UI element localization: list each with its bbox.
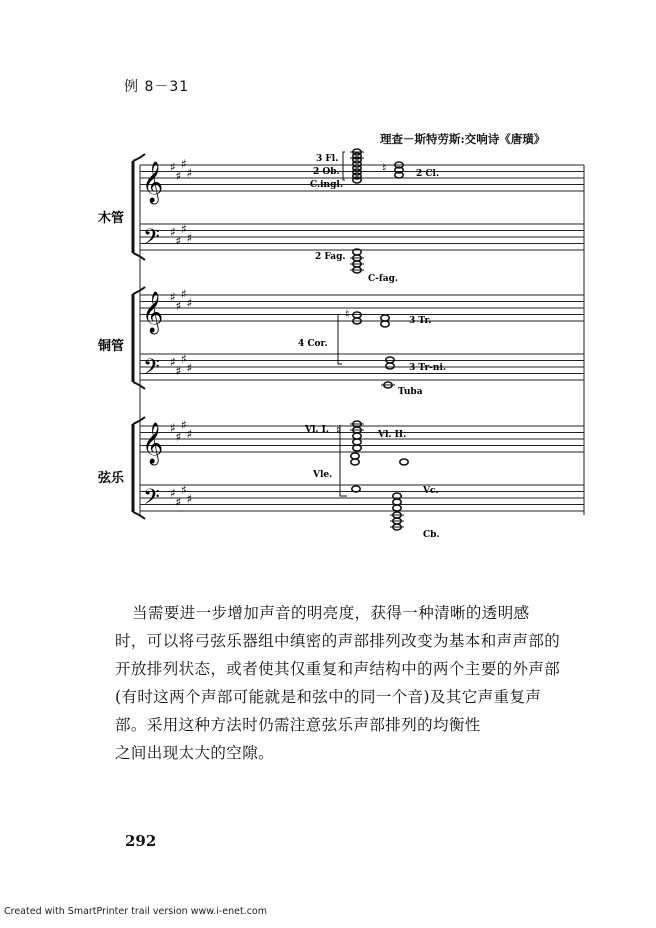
label-contrabassoon: C-fag. [368,274,399,284]
body-text-line: 部。采用这种方法时仍需注意弦乐声部排列的均衡性 [115,716,481,734]
sharp-icon: ♯ [175,299,182,313]
bass-clef-icon: 𝄢 [143,485,160,515]
key-signatures [170,157,192,509]
label-tuba: Tuba [398,387,423,397]
treble-clef-icon: 𝄞 [142,423,164,464]
notehead [351,453,359,459]
sharp-icon: ♯ [181,222,187,236]
clefs [142,161,163,515]
body-text-line: 之间出现太大的空隙。 [115,744,275,762]
notehead [353,439,361,445]
label-bassoons: 2 Fag. [315,252,346,262]
label-violin-2: Vl. II. [378,430,407,440]
notehead [400,459,408,465]
label-horns: 4 Cor. [298,339,328,349]
sharp-icon: ♯ [186,492,193,506]
notehead [381,315,389,321]
notehead [353,433,361,439]
sharp-icon: ♯ [181,287,187,301]
body-text-line: 时，可以将弓弦乐器组中缜密的声部排列改变为基本和声声部的 [115,632,561,650]
sharp-icon: ♯ [181,483,187,497]
ledger-lines [350,152,407,527]
label-cellos: Vc. [423,486,439,496]
example-label: 例 8－31 [124,79,190,95]
page-number: 292 [125,832,157,850]
svg-text:♮: ♮ [336,423,341,437]
sharp-icon: ♯ [175,234,182,248]
sharp-icon: ♯ [170,421,176,435]
bass-clef-icon: 𝄢 [143,355,160,385]
label-trumpets: 3 Tr. [409,316,432,326]
notehead [381,321,389,327]
group-label-strings: 弦乐 [98,471,125,486]
sharp-icon: ♯ [175,430,182,444]
sharp-icon: ♯ [186,361,193,375]
svg-text:♮: ♮ [345,307,350,321]
staff-lines [140,165,584,511]
footer-watermark: Created with SmartPrinter trail version www.i-enet.com [4,906,267,917]
sharp-icon: ♯ [170,355,176,369]
label-contrabasses: Cb. [423,530,440,540]
notehead [351,459,359,465]
label-trombones: 3 Tr-ni. [409,363,447,373]
source-credit: 理查－斯特劳斯:交响诗《唐璜》 [380,132,546,146]
sharp-icon: ♯ [170,225,176,239]
svg-text:♮: ♮ [382,161,387,175]
treble-clef-icon: 𝄞 [142,162,164,203]
sharp-icon: ♯ [175,169,182,183]
notehead [386,363,394,369]
group-label-woodwinds: 木管 [98,211,125,226]
label-violas: Vle. [313,470,333,480]
sharp-icon: ♯ [186,231,193,245]
sharp-icon: ♯ [170,486,176,500]
sharp-icon: ♯ [175,364,182,378]
bass-clef-icon: 𝄢 [143,225,160,255]
label-violin-1: Vl. I. [305,425,330,435]
group-label-brass: 铜管 [98,339,125,354]
sharp-icon: ♯ [181,352,187,366]
body-text-line: (有时这两个声部可能就是和弦中的同一个音)及其它声重复声 [115,688,542,706]
sharp-icon: ♯ [170,290,176,304]
notehead [393,505,401,511]
label-clarinets: 2 Cl. [416,169,440,179]
label-english-horn: C.ingl. [310,180,343,190]
accidentals [336,161,386,437]
sharp-icon: ♯ [186,296,193,310]
treble-clef-icon: 𝄞 [142,292,164,333]
label-oboes: 2 Ob. [313,167,340,177]
sharp-icon: ♯ [181,157,187,171]
body-text-line: 当需要进一步增加声音的明亮度，获得一种清晰的透明感 [132,604,530,622]
label-flutes: 3 Fl. [316,154,339,164]
noteheads [351,149,408,530]
sharp-icon: ♯ [181,418,187,432]
instrument-brackets [338,152,350,496]
sharp-icon: ♯ [175,495,182,509]
sharp-icon: ♯ [170,160,176,174]
sharp-icon: ♯ [186,166,193,180]
sharp-icon: ♯ [186,427,193,441]
body-text-line: 开放排列状态，或者使其仅重复和声结构中的两个主要的外声部 [115,660,561,678]
